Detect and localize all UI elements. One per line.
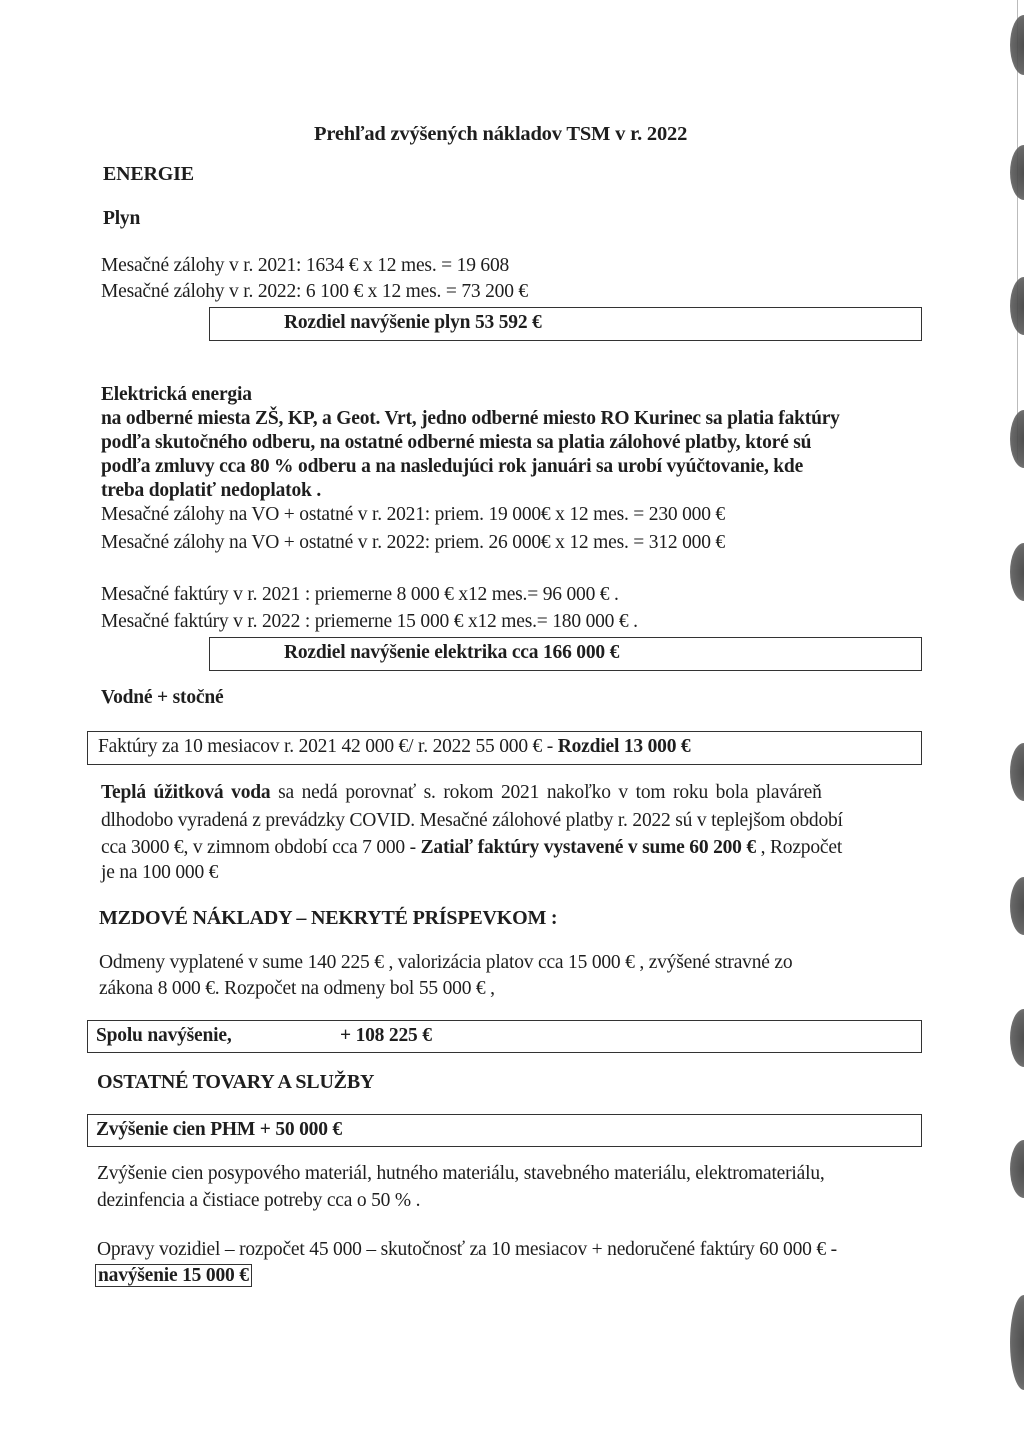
tuv-line-4: je na 100 000 € xyxy=(101,862,219,883)
subheading-plyn: Plyn xyxy=(103,208,141,229)
punch-hole-icon xyxy=(1010,1009,1024,1067)
subheading-voda: Vodné + stočné xyxy=(101,687,224,708)
punch-hole-icon xyxy=(1010,1140,1024,1198)
elektrina-desc-1: na odberné miesta ZŠ, KP, a Geot. Vrt, jedno odberné miesto RO Kurinec sa platia faktúry xyxy=(101,408,840,429)
tuv-bold-lead: Teplá úžitková voda xyxy=(101,782,271,803)
section-heading-energie: ENERGIE xyxy=(103,163,194,185)
opravy-result-box: navýšenie 15 000 € xyxy=(95,1264,252,1287)
elektrina-summary-box xyxy=(209,637,922,671)
elektrina-desc-4: treba doplatiť nedoplatok . xyxy=(101,480,322,501)
tuv-line-1 xyxy=(101,781,822,805)
punch-hole-icon xyxy=(1010,743,1024,801)
plyn-line-2022: Mesačné zálohy v r. 2022: 6 100 € x 12 mes. = 73 200 € xyxy=(101,281,528,302)
material-line-2: dezinfencia a čistiace potreby cca o 50 % . xyxy=(97,1190,421,1211)
opravy-line: Opravy vozidiel – rozpočet 45 000 – skutočnosť za 10 mesiacov + nedoručené faktúry 60 000 € - xyxy=(97,1239,837,1260)
mzdy-summary-value: + 108 225 € xyxy=(340,1025,432,1046)
elektrina-desc-3: podľa zmluvy cca 80 % odberu a na nasledujúci rok januári sa urobí vyúčtovanie, kde xyxy=(101,456,804,477)
voda-summary-box xyxy=(87,731,922,765)
punch-hole-icon xyxy=(1010,543,1024,601)
plyn-summary-box xyxy=(209,307,922,341)
elektrina-zalohy-2022: Mesačné zálohy na VO + ostatné v r. 2022: priem. 26 000€ x 12 mes. = 312 000 € xyxy=(101,532,725,553)
punch-hole-icon xyxy=(1010,410,1024,468)
punch-hole-icon xyxy=(1010,145,1024,200)
section-heading-ostatne: OSTATNÉ TOVARY A SLUŽBY xyxy=(97,1071,375,1093)
document-title: Prehľad zvýšených nákladov TSM v r. 2022 xyxy=(314,123,688,145)
tuv-line-3-tail: , Rozpočet xyxy=(755,837,843,858)
mzdy-line-1: Odmeny vyplatené v sume 140 225 € , valorizácia platov cca 15 000 € , zvýšené stravné zo xyxy=(99,952,793,973)
material-line-1: Zvýšenie cien posypového materiál, hutného materiálu, stavebného materiálu, elektromateriálu, xyxy=(97,1163,825,1184)
voda-summary xyxy=(98,735,690,759)
elektrina-summary: Rozdiel navýšenie elektrika cca 166 000 € xyxy=(284,642,620,663)
tuv-line-3-plain: cca 3000 €, v zimnom období cca 7 000 - xyxy=(101,837,421,858)
plyn-summary: Rozdiel navýšenie plyn 53 592 € xyxy=(284,312,542,333)
voda-summary-bold: Rozdiel 13 000 € xyxy=(557,736,691,757)
elektrina-zalohy-2021: Mesačné zálohy na VO + ostatné v r. 2021: priem. 19 000€ x 12 mes. = 230 000 € xyxy=(101,504,725,525)
tuv-line-3 xyxy=(101,836,842,860)
voda-summary-plain: Faktúry za 10 mesiacov r. 2021 42 000 €/ r. 2022 55 000 € - xyxy=(98,736,558,757)
plyn-line-2021: Mesačné zálohy v r. 2021: 1634 € x 12 mes. = 19 608 xyxy=(101,255,510,276)
mzdy-line-2: zákona 8 000 €. Rozpočet na odmeny bol 55 000 € , xyxy=(99,978,495,999)
punch-hole-icon xyxy=(1010,277,1024,335)
phm-summary: Zvýšenie cien PHM + 50 000 € xyxy=(96,1119,342,1140)
punch-hole-icon xyxy=(1010,1295,1024,1390)
tuv-line-2: dlhodobo vyradená z prevádzky COVID. Mesačné zálohové platby r. 2022 sú v teplejšom období xyxy=(101,810,843,831)
tuv-text-1: sa nedá porovnať s. rokom 2021 nakoľko v tom roku bola plaváreň xyxy=(270,782,822,803)
punch-hole-icon xyxy=(1010,15,1024,75)
elektrina-faktury-2022: Mesačné faktúry v r. 2022 : priemerne 15 000 € x12 mes.= 180 000 € . xyxy=(101,611,638,632)
mzdy-summary-label: Spolu navýšenie, xyxy=(96,1025,232,1046)
punch-hole-icon xyxy=(1010,877,1024,935)
elektrina-faktury-2021: Mesačné faktúry v r. 2021 : priemerne 8 000 € x12 mes.= 96 000 € . xyxy=(101,584,619,605)
subheading-elektrina: Elektrická energia xyxy=(101,384,252,405)
section-heading-mzdy: MZDOVÉ NÁKLADY – NEKRYTÉ PRÍSPEVKOM : xyxy=(99,907,558,929)
phm-summary-box xyxy=(87,1114,922,1147)
tuv-line-3-bold: Zatiaľ faktúry vystavené v sume 60 200 € xyxy=(420,837,756,858)
elektrina-desc-2: podľa skutočného odberu, na ostatné odberné miesta sa platia zálohové platby, ktoré sú xyxy=(101,432,812,453)
mzdy-summary-box xyxy=(87,1020,922,1053)
